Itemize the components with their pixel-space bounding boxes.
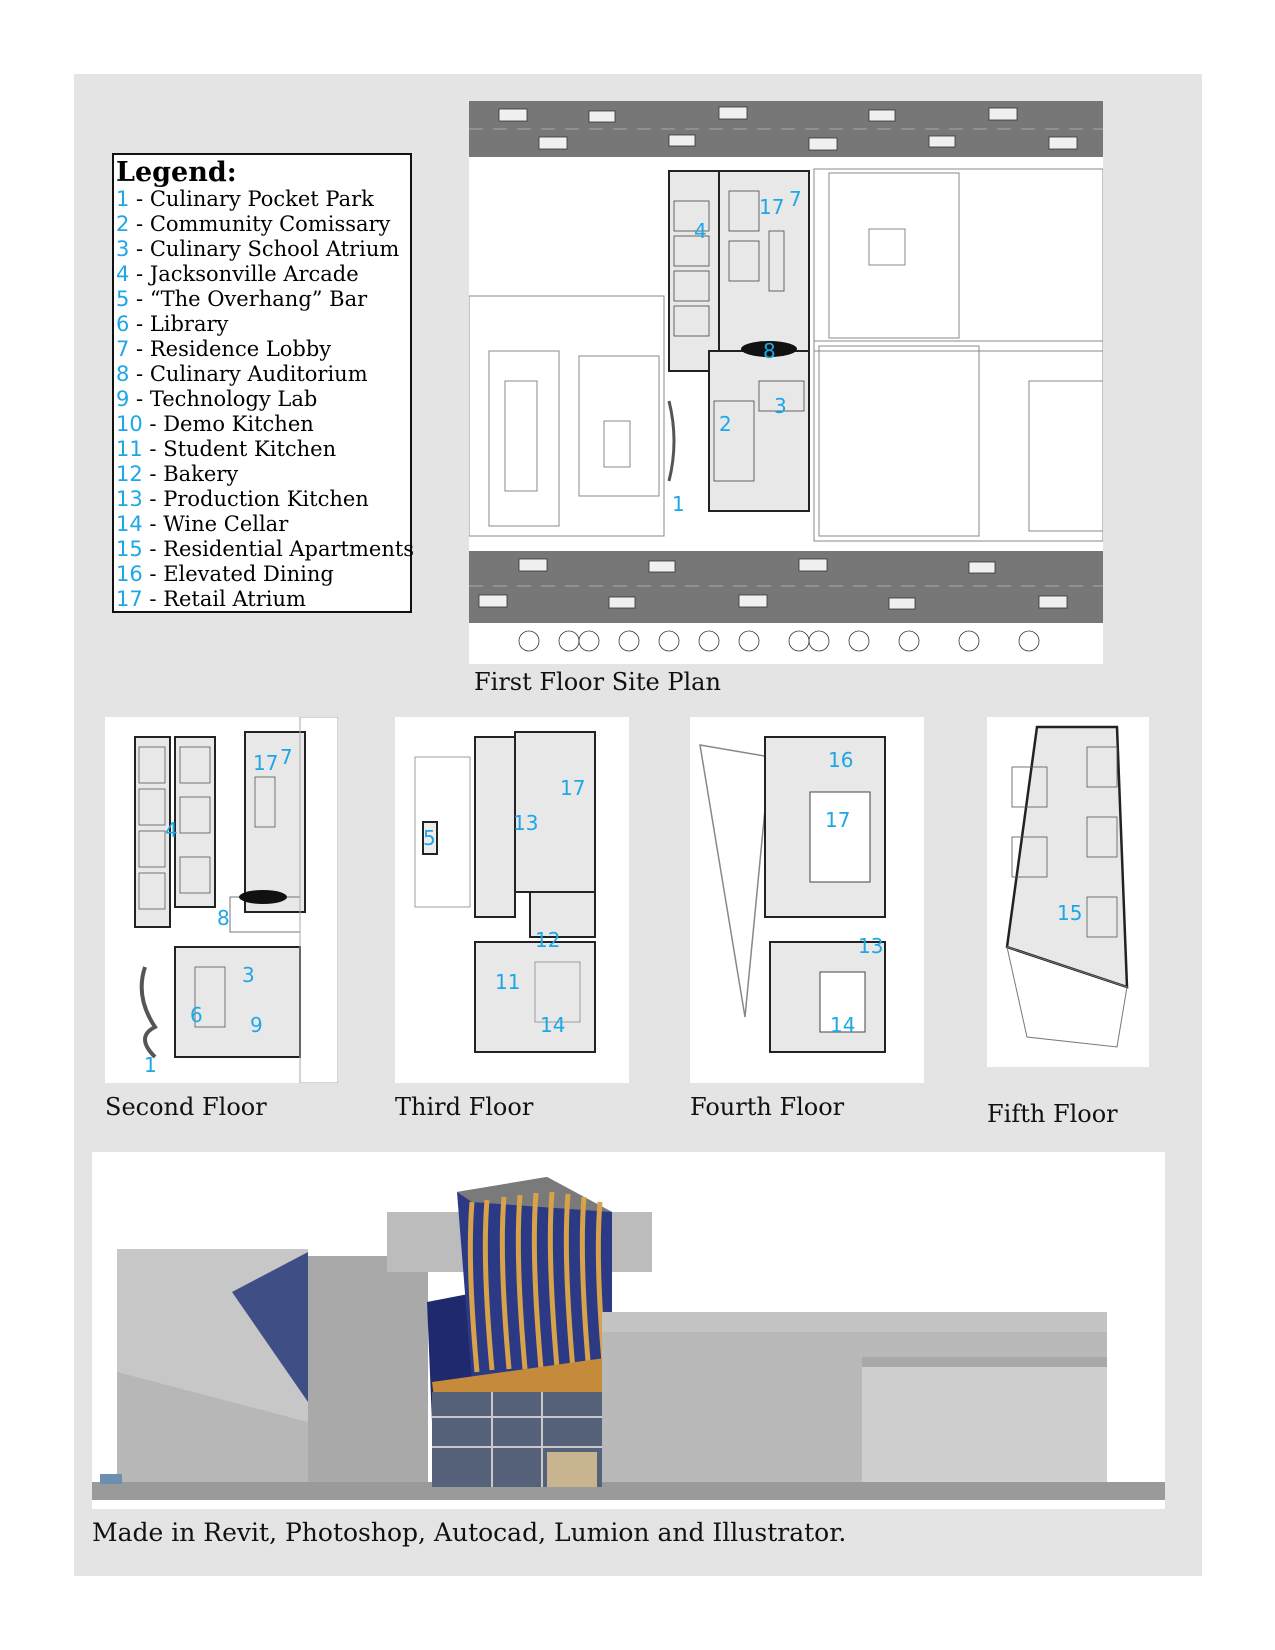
legend-list: [116, 187, 415, 612]
legend-item-label: Technology Lab: [149, 387, 318, 411]
caption-fifth-floor: Fifth Floor: [987, 1100, 1118, 1128]
legend-item-label: “The Overhang” Bar: [149, 287, 368, 311]
legend-item: [116, 587, 410, 612]
legend-item-separator: -: [129, 237, 150, 261]
legend-item-number: 13: [116, 487, 143, 511]
legend-item-number: 2: [116, 212, 130, 236]
legend-item-number: 3: [116, 237, 130, 261]
plan-label: 14: [830, 1013, 856, 1037]
legend-item-label: Production Kitchen: [163, 487, 369, 511]
legend-item: [116, 512, 410, 537]
legend-item-number: 12: [116, 462, 143, 486]
caption-fourth-floor: Fourth Floor: [690, 1093, 845, 1121]
legend-item-label: Jacksonville Arcade: [149, 262, 359, 286]
legend-item: [116, 362, 410, 387]
legend-item-number: 14: [116, 512, 143, 536]
fifth-floor-plan: [987, 717, 1149, 1067]
plan-label: 8: [763, 339, 776, 363]
legend-item-separator: -: [129, 262, 150, 286]
legend-item-separator: -: [129, 387, 150, 411]
legend-item: [116, 262, 410, 287]
legend-item: [116, 237, 410, 262]
plan-label: 17: [560, 776, 586, 800]
caption-third-floor: Third Floor: [395, 1093, 534, 1121]
fourth-floor-plan: [690, 717, 924, 1083]
plan-label: 4: [165, 818, 178, 842]
legend-item-separator: -: [142, 537, 164, 561]
plan-label: 9: [250, 1013, 263, 1037]
plan-label: 3: [242, 963, 255, 987]
plan-label: 4: [694, 219, 707, 243]
legend-item-separator: -: [129, 287, 150, 311]
legend-item-separator: -: [142, 437, 164, 461]
legend: [112, 153, 415, 613]
legend-item-label: Residential Apartments: [163, 537, 415, 561]
legend-item-label: Community Comissary: [149, 212, 391, 236]
legend-item-label: Wine Cellar: [163, 512, 289, 536]
plan-label: 7: [789, 187, 802, 211]
legend-item-number: 15: [116, 537, 143, 561]
second-floor-plan: [105, 717, 338, 1083]
plan-label: 17: [253, 751, 279, 775]
plan-label: 8: [217, 906, 230, 930]
legend-item: [116, 287, 410, 312]
legend-item-label: Residence Lobby: [149, 337, 332, 361]
legend-item-separator: -: [142, 512, 164, 536]
legend-item-separator: -: [142, 462, 164, 486]
legend-item-separator: -: [142, 562, 164, 586]
plan-label: 1: [144, 1053, 157, 1077]
legend-item-number: 1: [116, 187, 130, 211]
legend-item-separator: -: [129, 337, 150, 361]
legend-item-label: Culinary Pocket Park: [149, 187, 374, 211]
legend-item-separator: -: [129, 312, 150, 336]
legend-title: Legend:: [116, 157, 237, 188]
caption-second-floor: Second Floor: [105, 1093, 267, 1121]
legend-item: [116, 412, 410, 437]
plan-label: 17: [759, 195, 785, 219]
third-floor-plan: [395, 717, 629, 1083]
plan-label: 11: [495, 970, 521, 994]
legend-item-label: Culinary School Atrium: [149, 237, 400, 261]
legend-item-number: 5: [116, 287, 130, 311]
legend-item-label: Retail Atrium: [163, 587, 306, 611]
legend-item-label: Elevated Dining: [163, 562, 334, 586]
legend-item-label: Student Kitchen: [163, 437, 337, 461]
legend-item-label: Culinary Auditorium: [149, 362, 368, 386]
legend-item: [116, 387, 410, 412]
legend-item: [116, 537, 415, 562]
plan-label: 14: [540, 1013, 566, 1037]
legend-item-number: 10: [116, 412, 143, 436]
legend-item: [116, 337, 410, 362]
legend-item-label: Bakery: [163, 462, 239, 486]
legend-item-number: 11: [116, 437, 143, 461]
plan-label: 2: [719, 412, 732, 436]
plan-label: 15: [1057, 901, 1083, 925]
footer-caption: Made in Revit, Photoshop, Autocad, Lumion and Illustrator.: [92, 1518, 847, 1547]
elevation-render: [92, 1152, 1165, 1509]
legend-item-number: 6: [116, 312, 130, 336]
legend-item-number: 8: [116, 362, 130, 386]
plan-label: 3: [774, 394, 787, 418]
legend-item: [116, 187, 410, 212]
legend-item-separator: -: [142, 487, 164, 511]
legend-item: [116, 462, 410, 487]
legend-item-separator: -: [142, 587, 164, 611]
legend-item: [116, 312, 410, 337]
legend-item: [116, 212, 410, 237]
plan-label: 17: [825, 808, 851, 832]
legend-item-separator: -: [129, 187, 150, 211]
legend-item-label: Demo Kitchen: [163, 412, 314, 436]
legend-item: [116, 562, 410, 587]
plan-label: 12: [535, 928, 561, 952]
first-floor-site-plan: [469, 101, 1103, 664]
plan-label: 13: [858, 934, 884, 958]
legend-item-separator: -: [129, 362, 150, 386]
plan-label: 13: [513, 811, 539, 835]
legend-item-number: 7: [116, 337, 130, 361]
legend-item-number: 9: [116, 387, 130, 411]
legend-item-number: 4: [116, 262, 130, 286]
legend-item: [116, 437, 410, 462]
legend-item-number: 16: [116, 562, 143, 586]
plan-label: 16: [828, 748, 854, 772]
plan-label: 1: [672, 492, 685, 516]
caption-first-floor: First Floor Site Plan: [474, 668, 721, 696]
legend-item-label: Library: [149, 312, 229, 336]
plan-label: 7: [280, 745, 293, 769]
legend-item-separator: -: [142, 412, 164, 436]
legend-item-number: 17: [116, 587, 143, 611]
legend-item: [116, 487, 410, 512]
plan-label: 5: [423, 826, 436, 850]
legend-item-separator: -: [129, 212, 150, 236]
plan-label: 6: [190, 1003, 203, 1027]
